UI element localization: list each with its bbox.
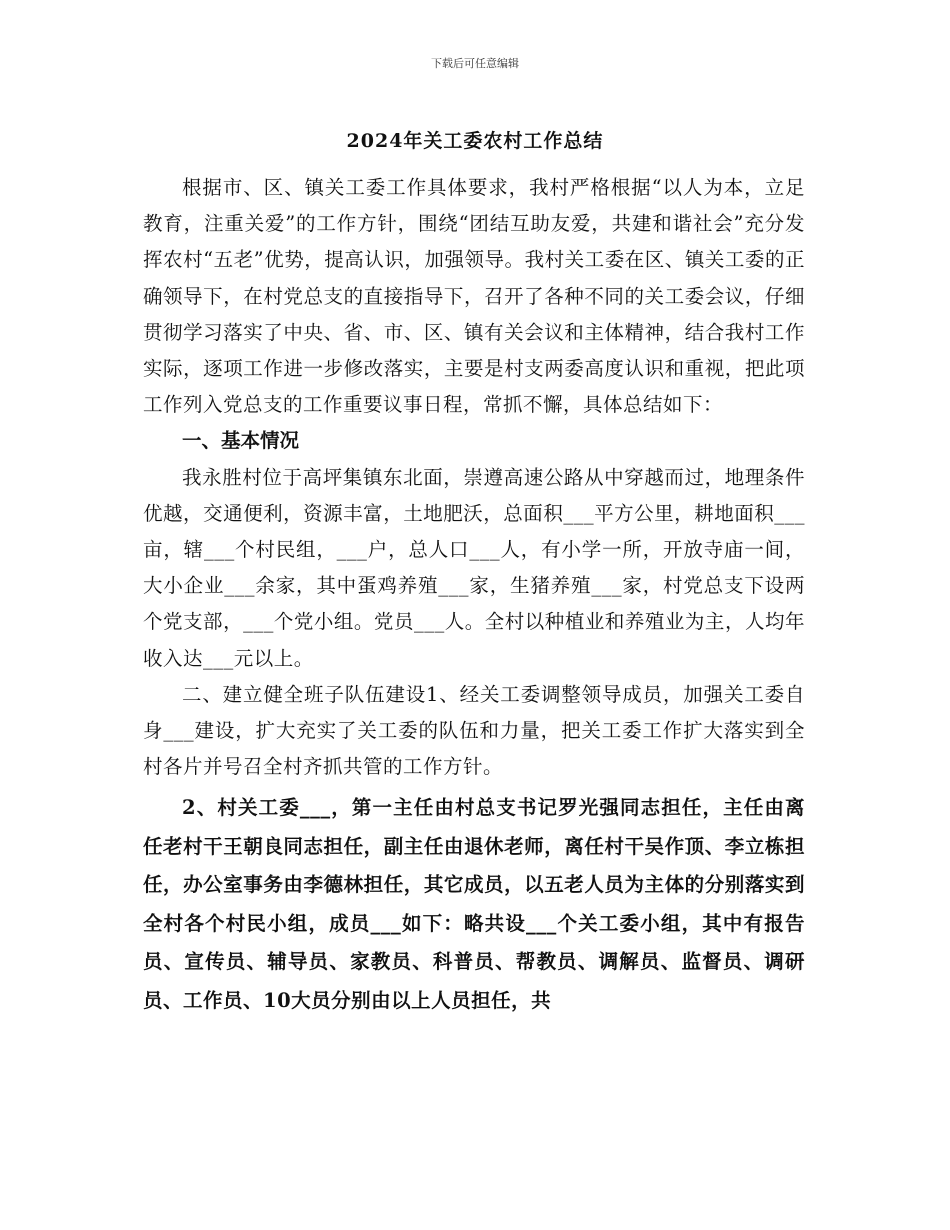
document-body bbox=[143, 170, 805, 1020]
paragraph-committee-members: 2、村关工委___，第一主任由村总支书记罗光强同志担任，主任由离任老村干王朝良同志担任，副主任由退休老师，离任村干吴作顶、李立栋担任，办公室事务由李德林担任，其它成员，以五老人员为主体的分别落实到全村各个村民小组，成员___如下：略共设___个关工委小组，其中有报告员、宣传员、辅导员、家教员、科普员、帮教员、调解员、监督员、调研员、工作员、10大员分别由以上人员担任，共 bbox=[143, 796, 805, 1012]
paragraph-basic-situation: 我永胜村位于高坪集镇东北面，崇遵高速公路从中穿越而过，地理条件优越，交通便利，资源丰富，土地肥沃，总面积___平方公里，耕地面积___亩，辖___个村民组，___户，总人口___人，有小学一所，开放寺庙一间，大小企业___余家，其中蛋鸡养殖___家，生猪养殖___家，村党总支下设两个党支部，___个党小组。党员___人。全村以种植业和养殖业为主，人均年收入达___元以上。 bbox=[143, 465, 805, 670]
paragraph-team-building: 二、建立健全班子队伍建设1、经关工委调整领导成员，加强关工委自身___建设，扩大充实了关工委的队伍和力量，把关工委工作扩大落实到全村各片并号召全村齐抓共管的工作方针。 bbox=[143, 682, 805, 779]
paragraph-intro: 根据市、区、镇关工委工作具体要求，我村严格根据“以人为本，立足教育，注重关爱”的工作方针，围绕“团结互助友爱，共建和谐社会”充分发挥农村“五老”优势，提高认识，加强领导。我村关工委在区、镇关工委的正确领导下，在村党总支的直接指导下，召开了各种不同的关工委会议，仔细贯彻学习落实了中央、省、市、区、镇有关会议和主体精神，结合我村工作实际，逐项工作进一步修改落实，主要是村支两委高度认识和重视，把此项工作列入党总支的工作重要议事日程，常抓不懈，具体总结如下： bbox=[143, 176, 805, 417]
header-note: 下载后可任意编辑 bbox=[431, 57, 519, 70]
page-title: 2024年关工委农村工作总结 bbox=[346, 130, 604, 152]
section-heading-basic-situation: 一、基本情况 bbox=[182, 429, 300, 453]
